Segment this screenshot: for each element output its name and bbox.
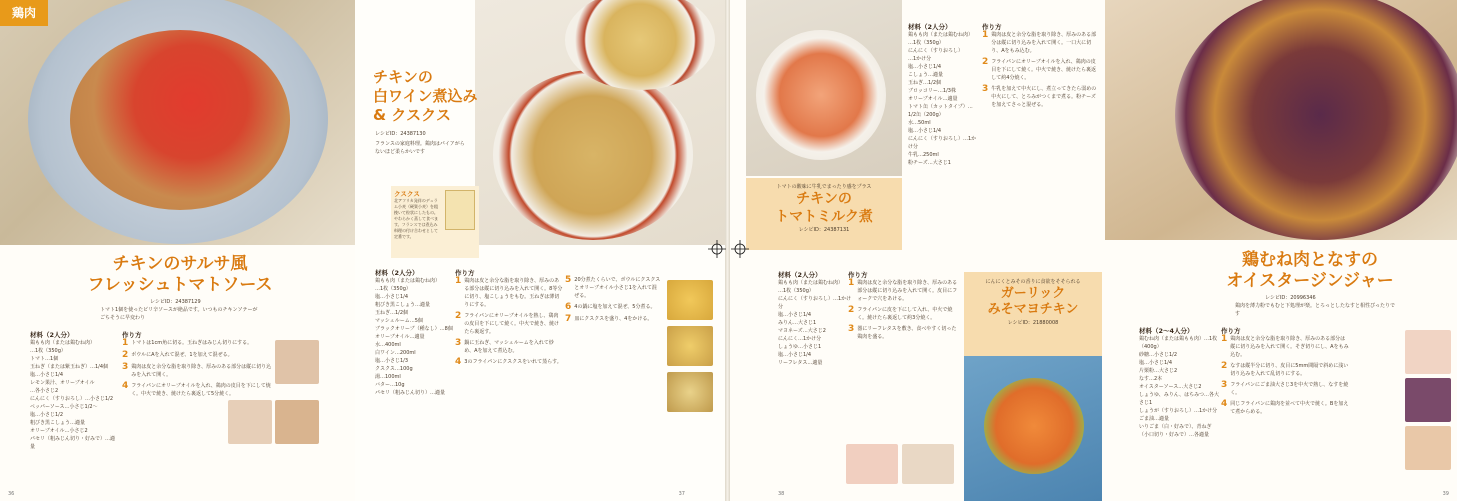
couscous-text: 北アフリカ発祥のデュラム小麦（硬質小麦）を粗挽いて粒状にしたもの。やわらかく蒸して食べます。フランスでは煮込み料理の付け合わせとして定番です。: [394, 198, 438, 239]
ingredient-item: ごま油…適量: [1139, 416, 1170, 422]
ingredients-heading: 材料（2〜4人分）: [1139, 327, 1194, 335]
registration-mark-icon: [708, 240, 726, 258]
plate-image: [756, 30, 886, 160]
tomato-milk-photo: [746, 0, 902, 176]
ingredient-item: オリーブオイル…適量: [375, 334, 425, 340]
ingredient-item: 砂糖…小さじ1/2: [1139, 352, 1178, 358]
ingredient-item: ペッパーソース…小さじ1/2〜: [30, 404, 98, 410]
step-number: 3: [455, 338, 462, 348]
couscous-title: クスクス: [394, 190, 420, 198]
recipe1-steps: [122, 330, 272, 401]
step-item: [1221, 400, 1349, 416]
step-text: 同じフライパンに鶏肉を並べて中火で焼く。Bを加えて煮からめる。: [1230, 401, 1349, 415]
step-number: 1: [122, 338, 129, 348]
step-text: 鍋に玉ねぎ、マッシュルームを入れて炒め、Aを加えて煮込む。: [464, 340, 554, 354]
ingredient-item: パセリ（粗みじん切り・好みで）…適量: [30, 436, 116, 450]
step-text: なすは縦半分に切り、皮目に5mm間隔で斜めに浅い切り込みを入れて乱切りにする。: [1230, 363, 1349, 377]
step-text: フライパンにオリーブオイルを熱し、鶏肉の皮目を下にして焼く。中火で焼き、焼けたら裏返す。: [464, 313, 559, 335]
step-text: フライパンにごま油大さじ3を中火で熱し、なすを焼く。: [1230, 382, 1349, 396]
recipe3-caption: トマトの酸味に牛乳でまったり感をプラス: [776, 184, 872, 190]
recipe3-ingredients: [908, 22, 980, 167]
ingredient-item: 塩…小さじ1/3: [375, 358, 409, 364]
step-item: [1221, 362, 1349, 378]
ingredients-heading: 材料（2人分）: [375, 269, 419, 277]
step-text: 皿にクスクスを盛り、4をかける。: [574, 316, 653, 322]
ingredient-item: みりん…大さじ1: [778, 320, 817, 326]
oyster-ginger-photo: [1105, 0, 1457, 240]
recipe5-title: [1175, 250, 1445, 293]
step-number: 1: [455, 276, 462, 286]
recipe2-title: [373, 68, 483, 124]
ingredient-item: なす…2本: [1139, 376, 1163, 382]
ingredient-item: …1枚（350g）: [908, 40, 944, 46]
step-text: 鶏肉は皮と余分な脂を取り除き、厚みのある部分は縦に切り込みを入れて開く。: [131, 364, 272, 378]
step-number: 2: [122, 350, 129, 360]
ingredient-item: 鶏もも肉（または鶏むね肉）: [30, 340, 96, 346]
ingredient-item: …各小さじ2: [30, 388, 59, 394]
step-text: 20分煮たくらいで、ボウルにクスクスとオリーブオイル小さじ1を入れて混ぜる。: [574, 277, 661, 299]
step-text: ボウルにAを入れて混ぜ、1を加えて混ぜる。: [131, 352, 233, 358]
recipe1-title-line1: チキンのサルサ風: [112, 254, 248, 274]
step-item: [848, 325, 960, 341]
steps-heading: 作り方: [1221, 327, 1241, 335]
miso-chicken-food-image: [984, 378, 1084, 474]
recipe3-title-line2: トマトミルク煮: [775, 208, 873, 225]
recipe4-title-line1: ガーリック: [1000, 286, 1066, 301]
step-number: 2: [1221, 361, 1228, 371]
ingredients-heading: 材料（2人分）: [908, 23, 952, 31]
step-number: 1: [982, 30, 989, 40]
page-number: 39: [1442, 491, 1449, 497]
page-number: 36: [8, 491, 15, 497]
salsa-food-image: [70, 30, 290, 210]
ingredient-item: 玉ねぎ…1/2個: [908, 80, 942, 86]
recipe3-id: レシピID：24387131: [798, 227, 850, 233]
recipe1-intro: トマト1個を使ったピリ辛ソースが絶品です。いつものチキンソテーがごちそうに早変わり: [100, 307, 258, 321]
ingredient-item: …1枚（350g）: [778, 288, 814, 294]
step-number: 7: [565, 314, 572, 324]
ingredient-item: …1枚（350g）: [30, 348, 66, 354]
recipe4-id: レシピID：21880008: [1007, 319, 1059, 326]
page-number: 38: [778, 491, 785, 497]
ingredient-item: 白ワイン…200ml: [375, 350, 416, 356]
recipe4-title-line2: みそマヨチキン: [987, 302, 1079, 318]
step-item: [455, 358, 563, 367]
step-item: [565, 315, 661, 324]
couscous-package-image: [445, 190, 475, 230]
step-text: 牛乳を加えて中火にし、煮立ってきたら弱めの中火にして、とろみがつくまで煮る。粉チーズを加えてさっと混ぜる。: [991, 86, 1097, 108]
ingredient-item: 塩…小さじ1/4: [908, 64, 942, 70]
recipe1-ingredients: [30, 330, 118, 451]
ingredient-item: 塩…小さじ1/4: [908, 128, 942, 134]
recipe4-caption-box: [964, 272, 1102, 356]
steps-heading: 作り方: [455, 269, 475, 277]
step-number: 2: [848, 305, 855, 315]
step-photo-raw-chicken: [846, 444, 898, 484]
step-item: [848, 306, 960, 322]
couscous-box: [391, 186, 479, 258]
ingredient-item: 塩…小さじ1/4: [375, 294, 409, 300]
recipe3-title-line1: チキンの: [796, 191, 852, 207]
step-photo-couscous-1: [667, 280, 713, 320]
ingredients-heading: 材料（2人分）: [30, 331, 74, 339]
recipe2-steps-col2: [565, 276, 661, 327]
ingredient-item: 塩…小さじ1/2: [30, 412, 64, 418]
ingredient-item: 鶏もも肉（または鶏むね肉）: [375, 278, 441, 284]
salsa-chicken-photo: [0, 0, 355, 245]
step-photo-3: [228, 400, 272, 444]
category-badge: 鶏肉: [0, 0, 48, 26]
ingredient-item: 牛乳…250ml: [908, 152, 939, 158]
recipe2-id: レシピID：24387130: [375, 131, 426, 137]
step-item: [455, 312, 563, 336]
steps-heading: 作り方: [982, 23, 1002, 31]
page-recipe-tomato-milk: [730, 0, 1105, 501]
recipe5-id: レシピID：20996346: [1265, 295, 1316, 301]
step-photo-1: [275, 340, 319, 384]
step-text: 器にリーフレタスを敷き、食べやすく切った鶏肉を盛る。: [857, 326, 957, 340]
ingredient-item: オリーブオイル…小さじ2: [30, 428, 88, 434]
ingredient-item: マヨネーズ…大さじ2: [778, 328, 826, 334]
recipe4-title: [964, 286, 1102, 319]
ingredient-item: にんにく（すりおろし）…1かけ分: [908, 136, 977, 150]
ingredients-heading: 材料（2人分）: [778, 271, 822, 279]
step-item: [565, 303, 661, 312]
step-number: 3: [982, 84, 989, 94]
ingredient-item: 塩…小さじ1/4: [778, 312, 812, 318]
step-photo-sauce: [902, 444, 954, 484]
step-number: 1: [1221, 334, 1228, 344]
recipe4-caption: にんにくとみその香りに食欲をそそられる: [985, 279, 1081, 285]
ingredient-item: トマト缶（カットタイプ）…1/2缶（200g）: [908, 104, 973, 118]
recipe4-steps: [848, 270, 960, 344]
ingredient-item: にんにく（すりおろし）: [908, 48, 964, 54]
recipe2-title-line1: チキンの: [373, 68, 433, 86]
recipe5-title-line1: 鶏むね肉となすの: [1242, 250, 1378, 270]
step-number: 4: [122, 381, 129, 391]
step-item: [122, 339, 272, 348]
step-text: トマトは1cm角に切る。玉ねぎはみじん切りにする。: [131, 340, 253, 346]
ingredient-item: オリーブオイル…適量: [908, 96, 958, 102]
recipe2-title-line3: & クスクス: [373, 105, 452, 124]
ingredient-item: パセリ（粗みじん切り）…適量: [375, 390, 446, 396]
step-item: [982, 58, 1098, 82]
ingredient-item: 水…400ml: [375, 342, 401, 348]
step-text: 鶏肉は皮と余分な脂を取り除き、厚みのある部分は縦に切り込みを入れて開く。皮目にフォークで穴をあける。: [857, 280, 958, 302]
recipe5-intro: 鶏肉を薄力粉でもむと下処理が楽。とろっとしたなすと相性ぴったりです: [1235, 303, 1396, 317]
step-item: [122, 351, 272, 360]
recipe3-caption-box: [746, 178, 902, 250]
ingredient-item: 粗びき黒こしょう…適量: [375, 302, 431, 308]
ingredient-item: オイスターソース…大さじ2: [1139, 384, 1202, 390]
ingredient-item: 片栗粉…大さじ2: [1139, 368, 1178, 374]
ingredient-item: 鶏もも肉（または鶏むね肉）: [778, 280, 844, 286]
recipe1-id: レシピID：24387129: [150, 299, 201, 305]
ingredient-item: にんにく（すりおろし）…1かけ分: [778, 296, 852, 310]
step-text: 鶏肉は皮と余分な脂を取り除き、厚みのある部分は縦に切り込みを入れて開く。一口大に切り、Aをもみ込む。: [991, 32, 1097, 54]
step-text: 4の鍋に塩を加えて混ぜ、5分煮る。: [574, 304, 656, 310]
steps-heading: 作り方: [848, 271, 868, 279]
ingredient-item: 塩…小さじ1/4: [778, 352, 812, 358]
step-number: 3: [848, 324, 855, 334]
page-recipe-white-wine: [355, 0, 725, 501]
recipe1-title-line2: フレッシュトマトソース: [87, 275, 273, 296]
ingredient-item: にんにく（すりおろし）…小さじ1/2: [30, 396, 114, 402]
recipe2-intro: フランスの家庭料理。鶏肉はパイアがらないほど柔らかいです: [375, 141, 465, 155]
ingredient-item: バター…10g: [375, 382, 405, 388]
step-text: フライパンにオリーブオイルを入れ、鶏肉の皮目を下にして焼く。中火で焼き、焼けたら裏返して5分焼く。: [131, 383, 271, 397]
plate-image: [1175, 0, 1457, 240]
recipe4-ingredients: [778, 270, 855, 367]
recipe5-steps: [1221, 326, 1349, 419]
step-text: 鶏肉は皮と余分な脂を取り除き、厚みのある部分は縦に切り込みを入れて開く。8等分に切り、塩こしょうをもむ。玉ねぎは薄切りにする。: [464, 278, 563, 308]
step-item: [848, 279, 960, 303]
step-number: 1: [848, 278, 855, 288]
steps-heading: 作り方: [122, 331, 142, 339]
ingredient-item: 鶏もも肉（または鶏むね肉）: [908, 32, 974, 38]
step-item: [1221, 381, 1349, 397]
ingredient-item: レモン果汁、オリーブオイル: [30, 380, 95, 386]
step-item: [455, 277, 563, 309]
recipe1-title: [60, 254, 300, 297]
ingredient-item: 塩…小さじ1/4: [1139, 360, 1173, 366]
step-number: 5: [565, 275, 572, 285]
ingredient-item: 鶏むね肉（または鶏もも肉）…1枚（400g）: [1139, 336, 1218, 350]
white-wine-stew-photo: [475, 0, 725, 245]
step-photo-couscous-2: [667, 326, 713, 366]
ingredient-item: しょうゆ…小さじ1: [778, 344, 822, 350]
ingredient-item: 玉ねぎ…1/2個: [375, 310, 409, 316]
page-recipe-oyster-ginger: [1105, 0, 1457, 501]
ingredient-item: …1かけ分: [908, 56, 932, 62]
ingredient-item: 湯…100ml: [375, 374, 401, 380]
page-left-recipe-salsa: [0, 0, 355, 501]
plate-image: [493, 70, 693, 240]
step-number: 4: [455, 357, 462, 367]
step-item: [122, 363, 272, 379]
step-photo-fry: [1405, 426, 1451, 470]
miso-mayo-chicken-photo: [964, 356, 1102, 501]
step-number: 4: [1221, 399, 1228, 409]
ingredient-item: マッシュルーム…5個: [375, 318, 423, 324]
ingredient-item: にんにく…1かけ分: [778, 336, 822, 342]
step-text: 鶏肉は皮と余分な脂を取り除き、厚みのある部分は縦に切り込みを入れて開く。そぎ切りにし、Aをもみ込む。: [1230, 336, 1349, 358]
step-text: 3のフライパンにクスクスをいれて蒸らす。: [464, 359, 562, 365]
recipe2-steps: [455, 268, 563, 370]
recipe5-title-line2: オイスタージンジャー: [1226, 271, 1394, 292]
recipe3-steps: [982, 22, 1098, 112]
step-item: [982, 31, 1098, 55]
step-item: [455, 339, 563, 355]
step-text: フライパンにオリーブオイルを入れ、鶏肉の皮目を下にして焼く。中火で焼き、焼けたら裏返して約4分焼く。: [991, 59, 1096, 81]
step-number: 3: [1221, 380, 1228, 390]
ingredient-item: しょうゆ、みりん、はちみつ…各大さじ1: [1139, 392, 1220, 406]
step-number: 3: [122, 362, 129, 372]
ingredient-item: しょうが（すりおろし）…1かけ分: [1139, 408, 1218, 414]
ingredient-item: 玉ねぎ（または紫玉ねぎ）…1/4個: [30, 364, 109, 370]
ingredient-item: こしょう…適量: [908, 72, 944, 78]
ingredient-item: いりごま（白・好みで）、青ねぎ（小口切り・好みで）…各適量: [1139, 424, 1212, 438]
ingredient-item: 粗びき黒こしょう…適量: [30, 420, 86, 426]
step-photo-couscous-3: [667, 372, 713, 412]
step-number: 6: [565, 302, 572, 312]
step-number: 2: [455, 311, 462, 321]
ingredient-item: リーフレタス…適量: [778, 360, 823, 366]
page-number: 37: [678, 491, 685, 497]
ingredient-item: ブラックオリーブ（種なし）…8個: [375, 326, 453, 332]
step-item: [1221, 335, 1349, 359]
step-text: フライパンに皮を下にして入れ、中火で焼く。焼けたら裏返して約3分焼く。: [857, 307, 953, 321]
step-item: [982, 85, 1098, 109]
ingredient-item: …1枚（350g）: [375, 286, 411, 292]
ingredient-item: 粉チーズ…大さじ1: [908, 160, 951, 166]
step-photo-eggplant: [1405, 378, 1451, 422]
registration-mark-icon: [731, 240, 749, 258]
recipe2-title-line2: 白ワイン煮込み: [373, 86, 478, 105]
step-item: [122, 382, 272, 398]
recipe2-ingredients: [375, 268, 453, 397]
ingredient-item: トマト…1個: [30, 356, 59, 362]
recipe3-title: [746, 191, 902, 226]
recipe5-ingredients: [1139, 326, 1219, 439]
ingredient-item: 水…50ml: [908, 120, 931, 126]
ingredient-item: クスクス…100g: [375, 366, 413, 372]
step-photo-2: [275, 400, 319, 444]
step-item: [565, 276, 661, 300]
ingredient-item: 塩…小さじ1/4: [30, 372, 64, 378]
ingredient-item: ブロッコリー…1/3株: [908, 88, 956, 94]
step-photo-breast: [1405, 330, 1451, 374]
step-number: 2: [982, 57, 989, 67]
